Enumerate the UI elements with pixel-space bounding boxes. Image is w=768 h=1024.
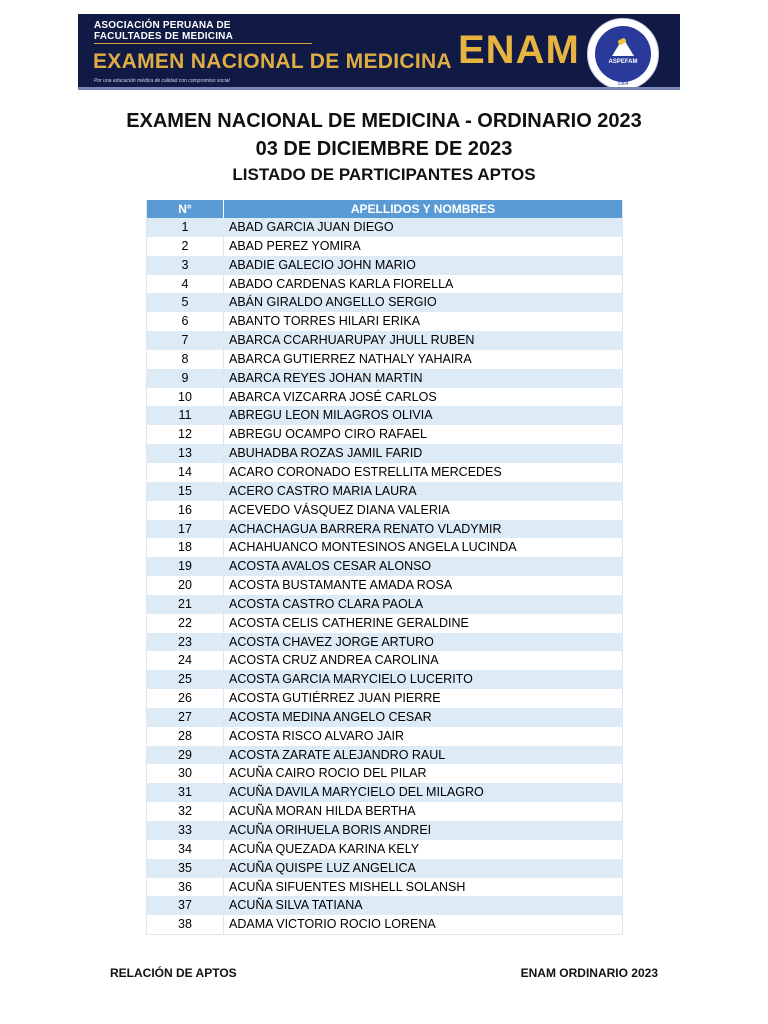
participant-name: ACUÑA QUEZADA KARINA KELY: [229, 841, 420, 856]
table-row: [147, 896, 622, 915]
list-subtitle: LISTADO DE PARTICIPANTES APTOS: [232, 165, 536, 184]
table-row: [147, 501, 622, 520]
row-number: 23: [147, 633, 224, 652]
row-number: 33: [147, 821, 224, 840]
table-row: [147, 651, 622, 670]
participant-name: ADAMA VICTORIO ROCIO LORENA: [229, 917, 436, 932]
table-row: [147, 764, 622, 783]
participant-name: ABAD PEREZ YOMIRA: [229, 238, 361, 253]
row-number: 31: [147, 783, 224, 802]
row-number: 26: [147, 689, 224, 708]
table-row: [147, 425, 622, 444]
participant-name: ABAD GARCIA JUAN DIEGO: [229, 220, 394, 234]
table-row: [147, 369, 622, 388]
participant-name: ABADIE GALECIO JOHN MARIO: [229, 257, 416, 272]
table-row: [147, 746, 622, 765]
row-number: 2: [147, 237, 224, 256]
row-number: 6: [147, 312, 224, 331]
row-number: 4: [147, 275, 224, 294]
table-row: [147, 595, 622, 614]
organization-name-line-2: FACULTADES DE MEDICINA: [94, 31, 234, 42]
participant-name: ACOSTA BUSTAMANTE AMADA ROSA: [229, 578, 453, 593]
table-row: [147, 350, 622, 369]
participant-name: ACHAHUANCO MONTESINOS ANGELA LUCINDA: [229, 540, 517, 555]
table-row: [147, 237, 622, 256]
row-number: 8: [147, 350, 224, 369]
participant-name: ACEVEDO VÁSQUEZ DIANA VALERIA: [229, 502, 450, 517]
organization-name-line-1: ASOCIACIÓN PERUANA DE: [94, 20, 231, 31]
participant-name: ABADO CARDENAS KARLA FIORELLA: [229, 276, 454, 291]
participant-name: ABREGU LEON MILAGROS OLIVIA: [229, 408, 433, 423]
participant-name: ACOSTA CRUZ ANDREA CAROLINA: [229, 653, 439, 668]
row-number: 9: [147, 369, 224, 388]
header-banner: [78, 14, 680, 90]
row-number: 13: [147, 444, 224, 463]
participant-name: ACOSTA CASTRO CLARA PAOLA: [229, 596, 424, 611]
row-number: 27: [147, 708, 224, 727]
table-row: [147, 821, 622, 840]
row-number: 10: [147, 388, 224, 407]
column-header-number: N°: [147, 200, 224, 218]
table-row: [147, 727, 622, 746]
seal-inner-circle: [595, 26, 651, 82]
footer-left-label: RELACIÓN DE APTOS: [110, 966, 237, 980]
row-number: 1: [147, 218, 224, 237]
organization-name: [94, 20, 233, 42]
participant-name: ACOSTA GARCIA MARYCIELO LUCERITO: [229, 672, 473, 687]
table-row: [147, 878, 622, 897]
row-number: 17: [147, 520, 224, 539]
table-row: [147, 275, 622, 294]
participant-name: ABANTO TORRES HILARI ERIKA: [229, 314, 421, 329]
table-header: [147, 200, 622, 218]
table-row: [147, 256, 622, 275]
participant-name: ACOSTA ZARATE ALEJANDRO RAUL: [229, 747, 446, 762]
participant-name: ACERO CASTRO MARIA LAURA: [229, 483, 417, 498]
participant-name: ABARCA VIZCARRA JOSÉ CARLOS: [229, 389, 437, 404]
footer-right-label: ENAM ORDINARIO 2023: [520, 966, 658, 980]
row-number: 34: [147, 840, 224, 859]
table-row: [147, 312, 622, 331]
row-number: 14: [147, 463, 224, 482]
participant-name: ABREGU OCAMPO CIRO RAFAEL: [229, 427, 427, 442]
banner-exam-name: EXAMEN NACIONAL DE MEDICINA: [93, 50, 452, 73]
row-number: 18: [147, 538, 224, 557]
banner-stripe: [78, 87, 680, 90]
table-row: [147, 218, 622, 237]
table-row: [147, 463, 622, 482]
participant-name: ACUÑA CAIRO ROCIO DEL PILAR: [229, 766, 427, 781]
participant-name: ACUÑA SIFUENTES MISHELL SOLANSH: [229, 879, 466, 894]
row-number: 19: [147, 557, 224, 576]
participant-name: ACOSTA CHAVEZ JORGE ARTURO: [229, 634, 434, 649]
table-row: [147, 708, 622, 727]
participant-name: ACUÑA QUISPE LUZ ANGELICA: [229, 860, 416, 875]
participant-name: ACHACHAGUA BARRERA RENATO VLADYMIR: [229, 521, 502, 536]
table-row: [147, 406, 622, 425]
table-row: [147, 576, 622, 595]
participant-name: ACOSTA RISCO ALVARO JAIR: [229, 728, 405, 743]
participant-name: ACARO CORONADO ESTRELLITA MERCEDES: [229, 464, 502, 479]
participant-name: ACOSTA MEDINA ANGELO CESAR: [229, 709, 432, 724]
table-row: [147, 482, 622, 501]
banner-slogan: Por una educación médica de calidad con compromiso social: [94, 78, 230, 84]
table-row: [147, 331, 622, 350]
row-number: 22: [147, 614, 224, 633]
row-number: 36: [147, 878, 224, 897]
table-row: [147, 520, 622, 539]
seal-year: 1964: [617, 81, 629, 87]
participant-name: ACUÑA SILVA TATIANA: [229, 898, 363, 913]
row-number: 11: [147, 406, 224, 425]
table-row: [147, 802, 622, 821]
row-number: 35: [147, 859, 224, 878]
exam-date: 03 DE DICIEMBRE DE 2023: [255, 138, 513, 160]
participant-name: ABARCA GUTIERREZ NATHALY YAHAIRA: [229, 351, 472, 366]
table-row: [147, 670, 622, 689]
row-number: 3: [147, 256, 224, 275]
participant-name: ACUÑA MORAN HILDA BERTHA: [229, 804, 416, 819]
table-row: [147, 388, 622, 407]
participant-name: ABÁN GIRALDO ANGELLO SERGIO: [229, 295, 437, 310]
participant-name: ACUÑA ORIHUELA BORIS ANDREI: [229, 823, 432, 837]
row-number: 24: [147, 651, 224, 670]
page-title: EXAMEN NACIONAL DE MEDICINA - ORDINARIO 2023: [126, 110, 642, 132]
row-number: 28: [147, 727, 224, 746]
table-row: [147, 689, 622, 708]
table-row: [147, 538, 622, 557]
row-number: 5: [147, 293, 224, 312]
column-header-name: APELLIDOS Y NOMBRES: [350, 202, 496, 216]
participant-name: ABARCA REYES JOHAN MARTIN: [229, 370, 423, 385]
row-number: 16: [147, 501, 224, 520]
participant-name: ACOSTA CELIS CATHERINE GERALDINE: [229, 615, 469, 630]
participant-name: ACOSTA AVALOS CESAR ALONSO: [229, 559, 432, 574]
participant-name: ABARCA CCARHUARUPAY JHULL RUBEN: [229, 333, 475, 348]
participants-table: [146, 200, 623, 935]
row-number: 12: [147, 425, 224, 444]
divider: [94, 43, 312, 44]
row-number: 32: [147, 802, 224, 821]
seal-abbreviation: ASPEFAM: [608, 59, 638, 65]
row-number: 38: [147, 915, 224, 934]
row-number: 37: [147, 896, 224, 915]
enam-logo: ENAM: [458, 28, 580, 72]
table-row: [147, 915, 622, 934]
table-row: [147, 614, 622, 633]
participant-name: ACOSTA GUTIÉRREZ JUAN PIERRE: [229, 691, 441, 706]
row-number: 7: [147, 331, 224, 350]
table-row: [147, 293, 622, 312]
table-row: [147, 557, 622, 576]
table-row: [147, 840, 622, 859]
participant-name: ACUÑA DAVILA MARYCIELO DEL MILAGRO: [229, 785, 484, 800]
row-number: 25: [147, 670, 224, 689]
table-row: [147, 859, 622, 878]
table-row: [147, 444, 622, 463]
row-number: 21: [147, 595, 224, 614]
participant-name: ABUHADBA ROZAS JAMIL FARID: [229, 446, 423, 461]
row-number: 30: [147, 764, 224, 783]
table-body: [147, 218, 622, 934]
aspefam-seal-icon: [587, 18, 659, 90]
row-number: 15: [147, 482, 224, 501]
table-row: [147, 633, 622, 652]
row-number: 20: [147, 576, 224, 595]
row-number: 29: [147, 746, 224, 765]
table-row: [147, 783, 622, 802]
